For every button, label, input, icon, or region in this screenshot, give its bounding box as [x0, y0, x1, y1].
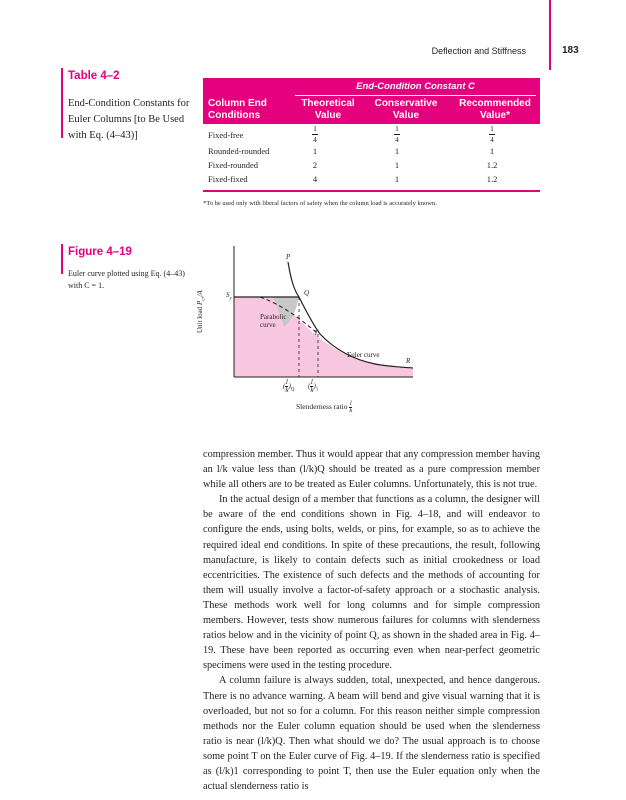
table-span-header: End-Condition Constant C — [356, 81, 475, 92]
tick-lk-1: ( $\frac{l}{k}$ )$_1$ — [308, 378, 319, 394]
table-cell: 2 — [312, 160, 318, 170]
x-axis-label: Slenderness ratio $\frac{l}{k}$ — [296, 400, 353, 414]
table-cell: 1 — [394, 146, 400, 156]
table-cell: 1.2 — [486, 160, 498, 170]
paragraph-2: In the actual design of a member that functions as a column, the designer will be aware of the end conditions shown in Fig. 4–18, and will endeavor to configure the ends, using bolts, welds, or pins, for example, so as to achieve the required ideal end conditions. In spite of these precautions, the result, following manufacture, is likely to contain defects such as initial crookedness or load eccentricities. The existence of such defects and the methods of accounting for them will usually involve a factor-of-safety approach or a stochastic analysis. These methods work well for long columns and for simple compression members. However, tests show numerous failures for columns with slenderness ratios below and in the vicinity of point Q, as shown in the shaded area in Fig. 4–19. These have been reported as occurring even when near-perfect geometric specimens were used in the testing procedure. — [203, 494, 540, 672]
table-cell-condition: Fixed-rounded — [208, 160, 259, 170]
tick-lk-q: ( $\frac{l}{k}$ )$_Q$ — [283, 378, 295, 394]
running-head: Deflection and Stiffness — [431, 46, 526, 56]
table-cell-fraction: 1 4 — [313, 124, 317, 144]
table-col-header: Column End Conditions — [208, 98, 267, 121]
point-p-label: P — [286, 253, 291, 261]
euler-curve-label: Euler curve — [347, 351, 380, 359]
figure-label: Figure 4–19 — [68, 246, 132, 258]
table-cell: 1.2 — [486, 174, 498, 184]
table-cell-condition: Fixed-fixed — [208, 174, 248, 184]
body-text — [203, 447, 540, 794]
table-footnote: *To be used only with liberal factors of safety when the column load is accurately known. — [203, 200, 437, 207]
table-cell: 1 — [489, 146, 495, 156]
table-cell: 1 — [394, 174, 400, 184]
figure-caption: Euler curve plotted using Eq. (4–43) with C = 1. — [68, 269, 185, 290]
point-r-label: R — [406, 357, 411, 365]
table-cell: 1 — [394, 160, 400, 170]
table-col-header: Conservative Value — [374, 98, 438, 121]
table-caption: End-Condition Constants for Euler Columns [to Be Used with Eq. (4–43)] — [68, 98, 190, 141]
table-col-header: Theoretical Value — [301, 98, 355, 121]
table-cell-fraction: 1 4 — [395, 124, 399, 144]
table-cell-condition: Rounded-rounded — [208, 146, 270, 156]
table-cell: 4 — [312, 174, 318, 184]
paragraph-3: A column failure is always sudden, total, unexpected, and hence dangerous. There is no advance warning. A beam will bend and give visual warning that it is overloaded, but not so for a column. For this reason neither simple compression methods nor the Euler column equation should be used when the slenderness ratio is near (l/k)Q. Then what should we do? The usual approach is to choose some point T on the Euler curve of Fig. 4–19. If the slenderness ratio is specified as (l/k)1 corresponding to point T, then use the Euler equation only when the actual slenderness ratio is — [203, 675, 540, 793]
table-cell-condition: Fixed-free — [208, 130, 244, 140]
paragraph-1: compression member. Thus it would appear that any compression member having an l/k value less than (l/k)Q should be treated as a pure compression member while all others are to be treated as Euler columns. Unfortunately, this is not true. — [203, 449, 540, 491]
yield-strength-label: $S_y$ — [226, 291, 232, 302]
point-q-label: Q — [304, 289, 310, 297]
table-col-header: Recommended Value* — [459, 98, 531, 121]
table-cell: 1 — [312, 146, 318, 156]
point-t-label: T — [314, 329, 318, 337]
table-cell-fraction: 1 4 — [490, 124, 494, 144]
y-axis-label: Unit load $P_{cr}/A$ — [196, 290, 207, 333]
parabolic-label: Parabolic curve — [260, 313, 287, 329]
table-label: Table 4–2 — [68, 70, 120, 82]
page-number: 183 — [562, 45, 579, 56]
